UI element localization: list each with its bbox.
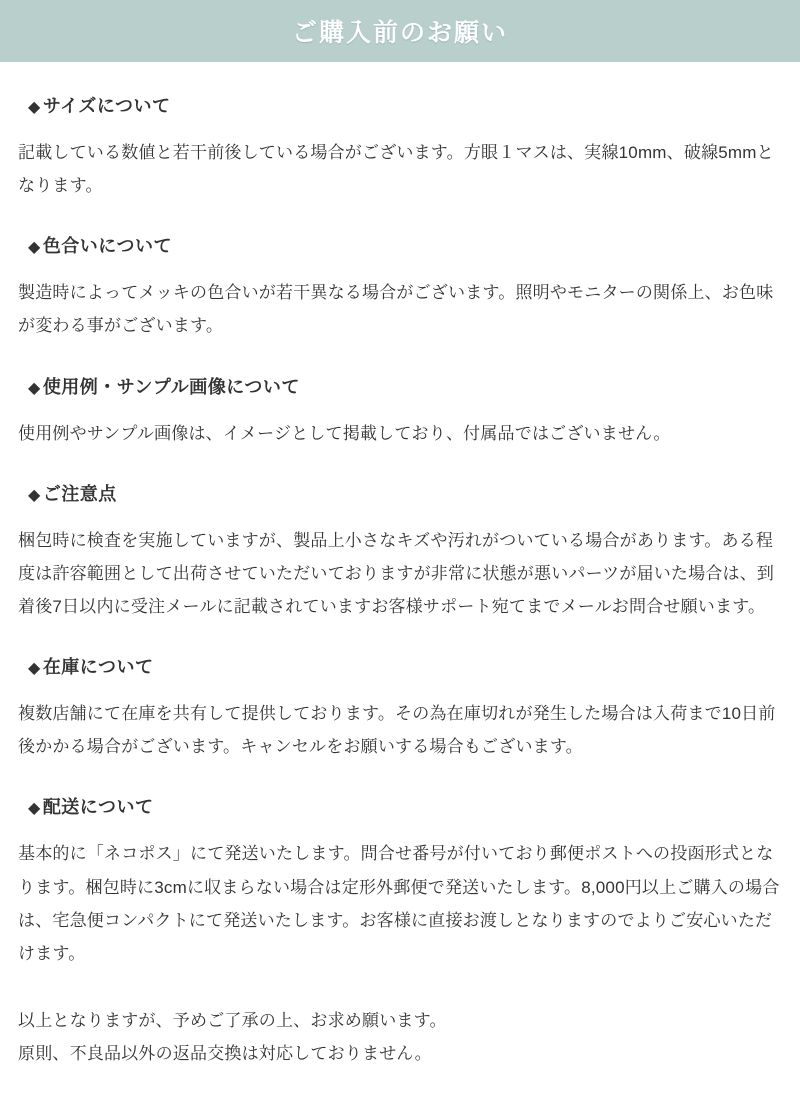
section-heading xyxy=(28,793,782,819)
closing-note xyxy=(18,1004,782,1070)
section-body: 梱包時に検査を実施していますが、製品上小さなキズや汚れがついている場合があります。ある程度は許容範囲として出荷させていただいておりますが非常に状態が悪いパーツが届いた場合は、到着後7日以内に受注メールに記載されていますお客様サポート宛てまでメールお問合せ願います。 xyxy=(18,530,775,616)
section-heading-label: 配送について xyxy=(42,797,154,818)
page-header-band xyxy=(0,0,800,62)
diamond-marker-icon: ◆ xyxy=(28,660,41,678)
section-heading-label: 使用例・サンプル画像について xyxy=(42,376,300,397)
diamond-marker-icon: ◆ xyxy=(28,800,41,818)
page-title: ご購入前のお願い xyxy=(291,19,508,47)
section-size xyxy=(18,92,782,202)
diamond-marker-icon: ◆ xyxy=(28,486,41,504)
section-heading-label: 色合いについて xyxy=(42,236,172,257)
section-body: 記載している数値と若干前後している場合がございます。方眼１マスは、実線10mm、破線5mmとなります。 xyxy=(18,143,774,196)
section-body: 製造時によってメッキの色合いが若干異なる場合がございます。照明やモニターの関係上、お色味が変わる事がございます。 xyxy=(18,283,774,336)
section-color xyxy=(18,232,782,342)
section-body: 複数店舗にて在庫を共有して提供しております。その為在庫切れが発生した場合は入荷まで10日前後かかる場合がございます。キャンセルをお願いする場合もございます。 xyxy=(18,704,776,757)
section-heading xyxy=(28,373,782,399)
section-sample-images xyxy=(18,373,782,450)
notice-content xyxy=(0,92,800,1080)
section-cautions xyxy=(18,480,782,623)
section-stock xyxy=(18,653,782,763)
section-heading xyxy=(28,232,782,258)
diamond-marker-icon: ◆ xyxy=(28,379,41,397)
section-heading xyxy=(28,653,782,679)
section-body: 使用例やサンプル画像は、イメージとして掲載しており、付属品ではございません。 xyxy=(18,423,671,443)
diamond-marker-icon: ◆ xyxy=(28,99,41,116)
section-heading-label: サイズについて xyxy=(42,96,171,116)
section-heading-label: 在庫について xyxy=(42,657,154,678)
section-shipping xyxy=(18,793,782,970)
diamond-marker-icon: ◆ xyxy=(28,239,41,257)
section-heading-label: ご注意点 xyxy=(42,483,117,504)
section-heading xyxy=(28,92,782,118)
closing-line-2: 原則、不良品以外の返品交換は対応しておりません。 xyxy=(18,1044,432,1064)
closing-line-1: 以上となりますが、予めご了承の上、お求め願います。 xyxy=(18,1010,447,1030)
section-heading xyxy=(28,480,782,506)
section-body: 基本的に「ネコポス」にて発送いたします。問合せ番号が付いており郵便ポストへの投函形式となります。梱包時に3cmに収まらない場合は定形外郵便で発送いたします。8,000円以上ご購入の場合は、宅急便コンパクトにて発送いたします。お客様に直接お渡しとなりますのでよりご安心いただけます。 xyxy=(18,844,780,963)
